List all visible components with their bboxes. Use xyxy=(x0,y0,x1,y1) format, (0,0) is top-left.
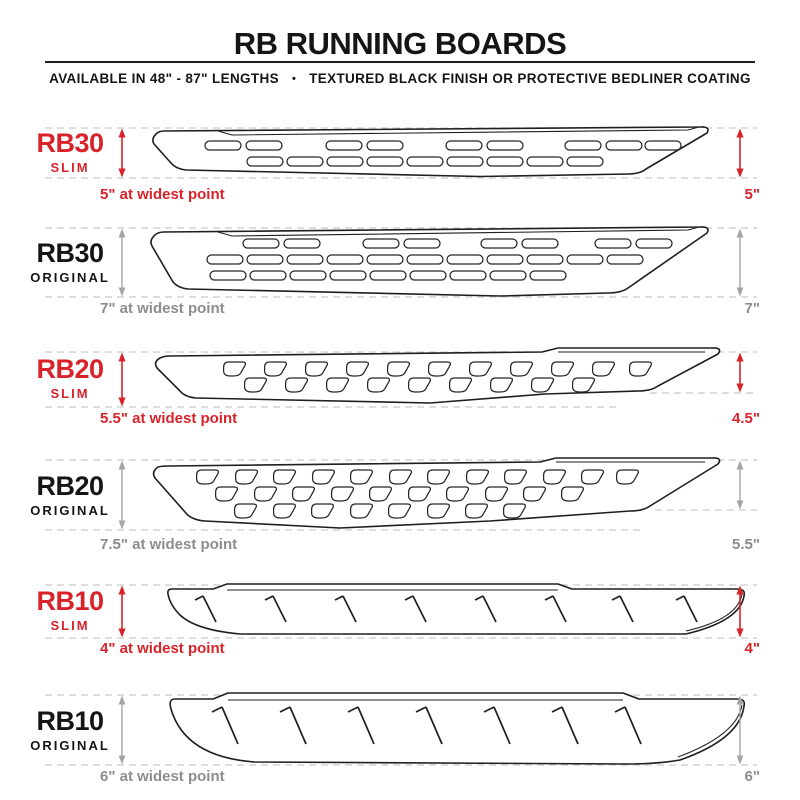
height-arrow xyxy=(737,229,744,297)
subtitle-finish: TEXTURED BLACK FINISH OR PROTECTIVE BEDLINER COATING xyxy=(309,71,751,86)
variant-name: ORIGINAL xyxy=(30,270,110,285)
product-label xyxy=(6,588,134,632)
height-arrow xyxy=(736,586,743,638)
height-dimension-label: 7" xyxy=(744,300,760,317)
row-rb10-original xyxy=(0,687,800,791)
row-rb20-original xyxy=(0,452,800,556)
width-dimension-label: 5.5" at widest point xyxy=(100,410,238,427)
width-dimension-label: 7.5" at widest point xyxy=(100,536,238,553)
height-arrow xyxy=(737,461,744,510)
row-rb30-slim xyxy=(0,118,800,218)
variant-name: SLIM xyxy=(50,160,90,175)
variant-name: ORIGINAL xyxy=(30,503,110,518)
height-dimension-label: 6" xyxy=(744,768,760,785)
title-divider xyxy=(45,61,755,63)
model-name: RB20 xyxy=(36,471,104,501)
width-dimension-label: 4" at widest point xyxy=(100,640,225,657)
height-dimension-label: 5.5" xyxy=(732,536,760,553)
height-arrow xyxy=(736,129,743,178)
width-dimension-label: 7" at widest point xyxy=(100,300,225,317)
product-label xyxy=(6,240,134,284)
row-rb20-slim xyxy=(0,344,800,436)
subtitle-lengths: AVAILABLE IN 48" - 87" LENGTHS xyxy=(49,71,279,86)
height-dimension-label: 4" xyxy=(744,640,760,657)
variant-name: SLIM xyxy=(50,618,90,633)
model-name: RB10 xyxy=(36,586,104,616)
height-dimension-label: 5" xyxy=(744,186,760,203)
model-name: RB10 xyxy=(36,706,104,736)
variant-name: ORIGINAL xyxy=(30,738,110,753)
product-label xyxy=(6,473,134,517)
product-label xyxy=(6,130,134,174)
model-name: RB30 xyxy=(36,238,104,268)
product-label xyxy=(6,356,134,400)
board-outline xyxy=(153,127,708,177)
height-arrow xyxy=(736,353,743,393)
width-dimension-label: 6" at widest point xyxy=(100,768,225,785)
row-rb10-slim xyxy=(0,577,800,663)
variant-name: SLIM xyxy=(50,386,90,401)
width-dimension-label: 5" at widest point xyxy=(100,186,225,203)
height-dimension-label: 4.5" xyxy=(732,410,760,427)
page-title: RB RUNNING BOARDS xyxy=(233,26,567,61)
model-name: RB30 xyxy=(36,128,104,158)
board-outline xyxy=(170,693,744,764)
bullet-separator-icon: • xyxy=(291,73,297,85)
row-rb30-original xyxy=(0,220,800,320)
model-name: RB20 xyxy=(36,354,104,384)
board-outline xyxy=(168,584,745,634)
subtitle xyxy=(0,71,800,86)
product-label xyxy=(6,708,134,752)
